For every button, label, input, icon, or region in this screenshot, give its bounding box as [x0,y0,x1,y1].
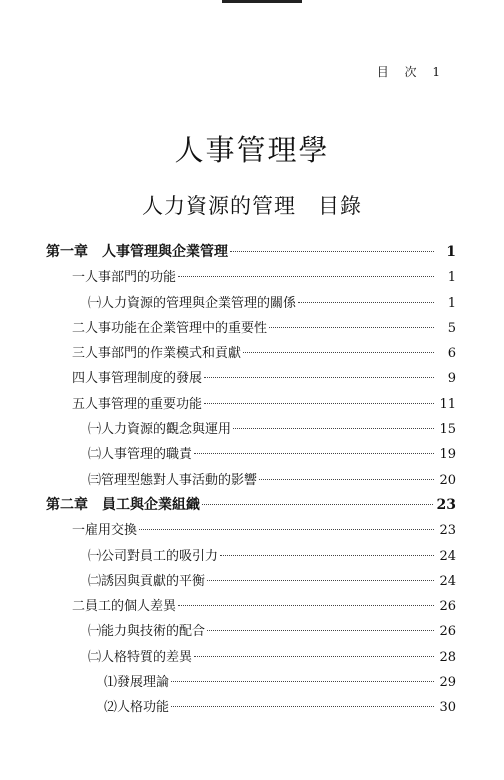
toc-entry[interactable] [46,442,456,467]
toc-entry-text: ㈠人力資源的觀念與運用 [88,422,232,438]
toc-entry-text: 三人事部門的作業模式和貢獻 [72,346,242,362]
toc-subtitle: 人力資源的管理 目錄 [142,194,362,218]
running-head: 目 次 1 [376,65,446,79]
book-title: 人事管理學 [174,133,330,167]
toc-page-number: 26 [439,624,456,640]
dot-leader [204,377,434,378]
toc-entry[interactable] [46,316,456,341]
toc-entry[interactable] [46,544,456,569]
toc-page-number: 23 [439,523,456,539]
dot-leader [194,453,434,454]
toc-entry[interactable] [46,594,456,619]
toc-page-number: 5 [447,320,456,336]
dot-leader [139,529,434,530]
toc-entry[interactable] [46,695,456,720]
toc-entry-text: 第二章 員工與企業組織 [46,496,200,513]
toc-entry-chapter-2[interactable] [46,493,456,518]
toc-page-number: 19 [439,447,456,463]
dot-leader [178,605,434,606]
toc-page-number: 20 [439,472,456,488]
dot-leader [171,681,434,682]
toc-entry-text: ㈠公司對員工的吸引力 [88,548,219,564]
toc-entry-text: ㈠能力與技術的配合 [88,624,206,640]
toc-entry-text: 第一章 人事管理與企業管理 [46,244,228,260]
dot-leader [194,656,434,657]
toc-entry-text: 一人事部門的功能 [72,270,177,286]
table-of-contents [46,240,456,721]
toc-entry[interactable] [46,518,456,543]
toc-entry-text: 四人事管理制度的發展 [72,371,203,387]
toc-entry-text: 一雇用交換 [72,523,138,539]
toc-page-number: 9 [447,371,456,387]
dot-leader [178,276,434,277]
toc-page-number: 28 [439,649,456,665]
dot-leader [230,251,434,252]
dot-leader [207,580,434,581]
toc-page-number: 15 [439,422,456,438]
toc-entry[interactable] [46,569,456,594]
dot-leader [259,479,434,480]
toc-entry[interactable] [46,392,456,417]
toc-entry[interactable] [46,670,456,695]
dot-leader [298,302,434,303]
toc-page-number: 1 [446,244,456,260]
dot-leader [204,403,434,404]
toc-entry-text: ㈡人事管理的職責 [88,447,193,463]
dot-leader [220,555,434,556]
toc-entry[interactable] [46,366,456,391]
toc-entry[interactable] [46,291,456,316]
dot-leader [202,504,433,505]
dot-leader [171,706,434,707]
toc-entry-text: ㈡誘因與貢獻的平衡 [88,573,206,589]
toc-entry-text: 二人事功能在企業管理中的重要性 [72,320,268,336]
toc-entry-text: 二員工的個人差異 [72,599,177,615]
toc-page-number: 24 [439,573,456,589]
toc-page-number: 6 [447,346,456,362]
toc-page-number: 29 [439,675,456,691]
toc-page-number: 1 [447,295,456,311]
toc-entry-text: ⑴發展理論 [104,675,170,691]
toc-page-number: 30 [439,700,456,716]
toc-entry-text: 五人事管理的重要功能 [72,396,203,412]
toc-entry[interactable] [46,341,456,366]
toc-entry-text: ㈢管理型態對人事活動的影響 [88,472,258,488]
toc-page-number: 24 [439,548,456,564]
dot-leader [243,352,434,353]
toc-entry-text: ㈠人力資源的管理與企業管理的關係 [88,295,297,311]
toc-entry[interactable] [46,645,456,670]
toc-entry[interactable] [46,619,456,644]
toc-entry-chapter-1[interactable] [46,240,456,265]
toc-page-number: 23 [436,496,456,513]
toc-page-number: 11 [439,396,456,412]
dot-leader [207,630,434,631]
toc-entry[interactable] [46,417,456,442]
toc-entry-text: ㈡人格特質的差異 [88,649,193,665]
dot-leader [269,327,434,328]
dot-leader [233,428,434,429]
top-rule [222,0,302,3]
toc-entry-text: ⑵人格功能 [104,700,170,716]
toc-page-number: 1 [447,270,456,286]
toc-entry[interactable] [46,468,456,493]
toc-entry[interactable] [46,265,456,290]
toc-page-number: 26 [439,599,456,615]
